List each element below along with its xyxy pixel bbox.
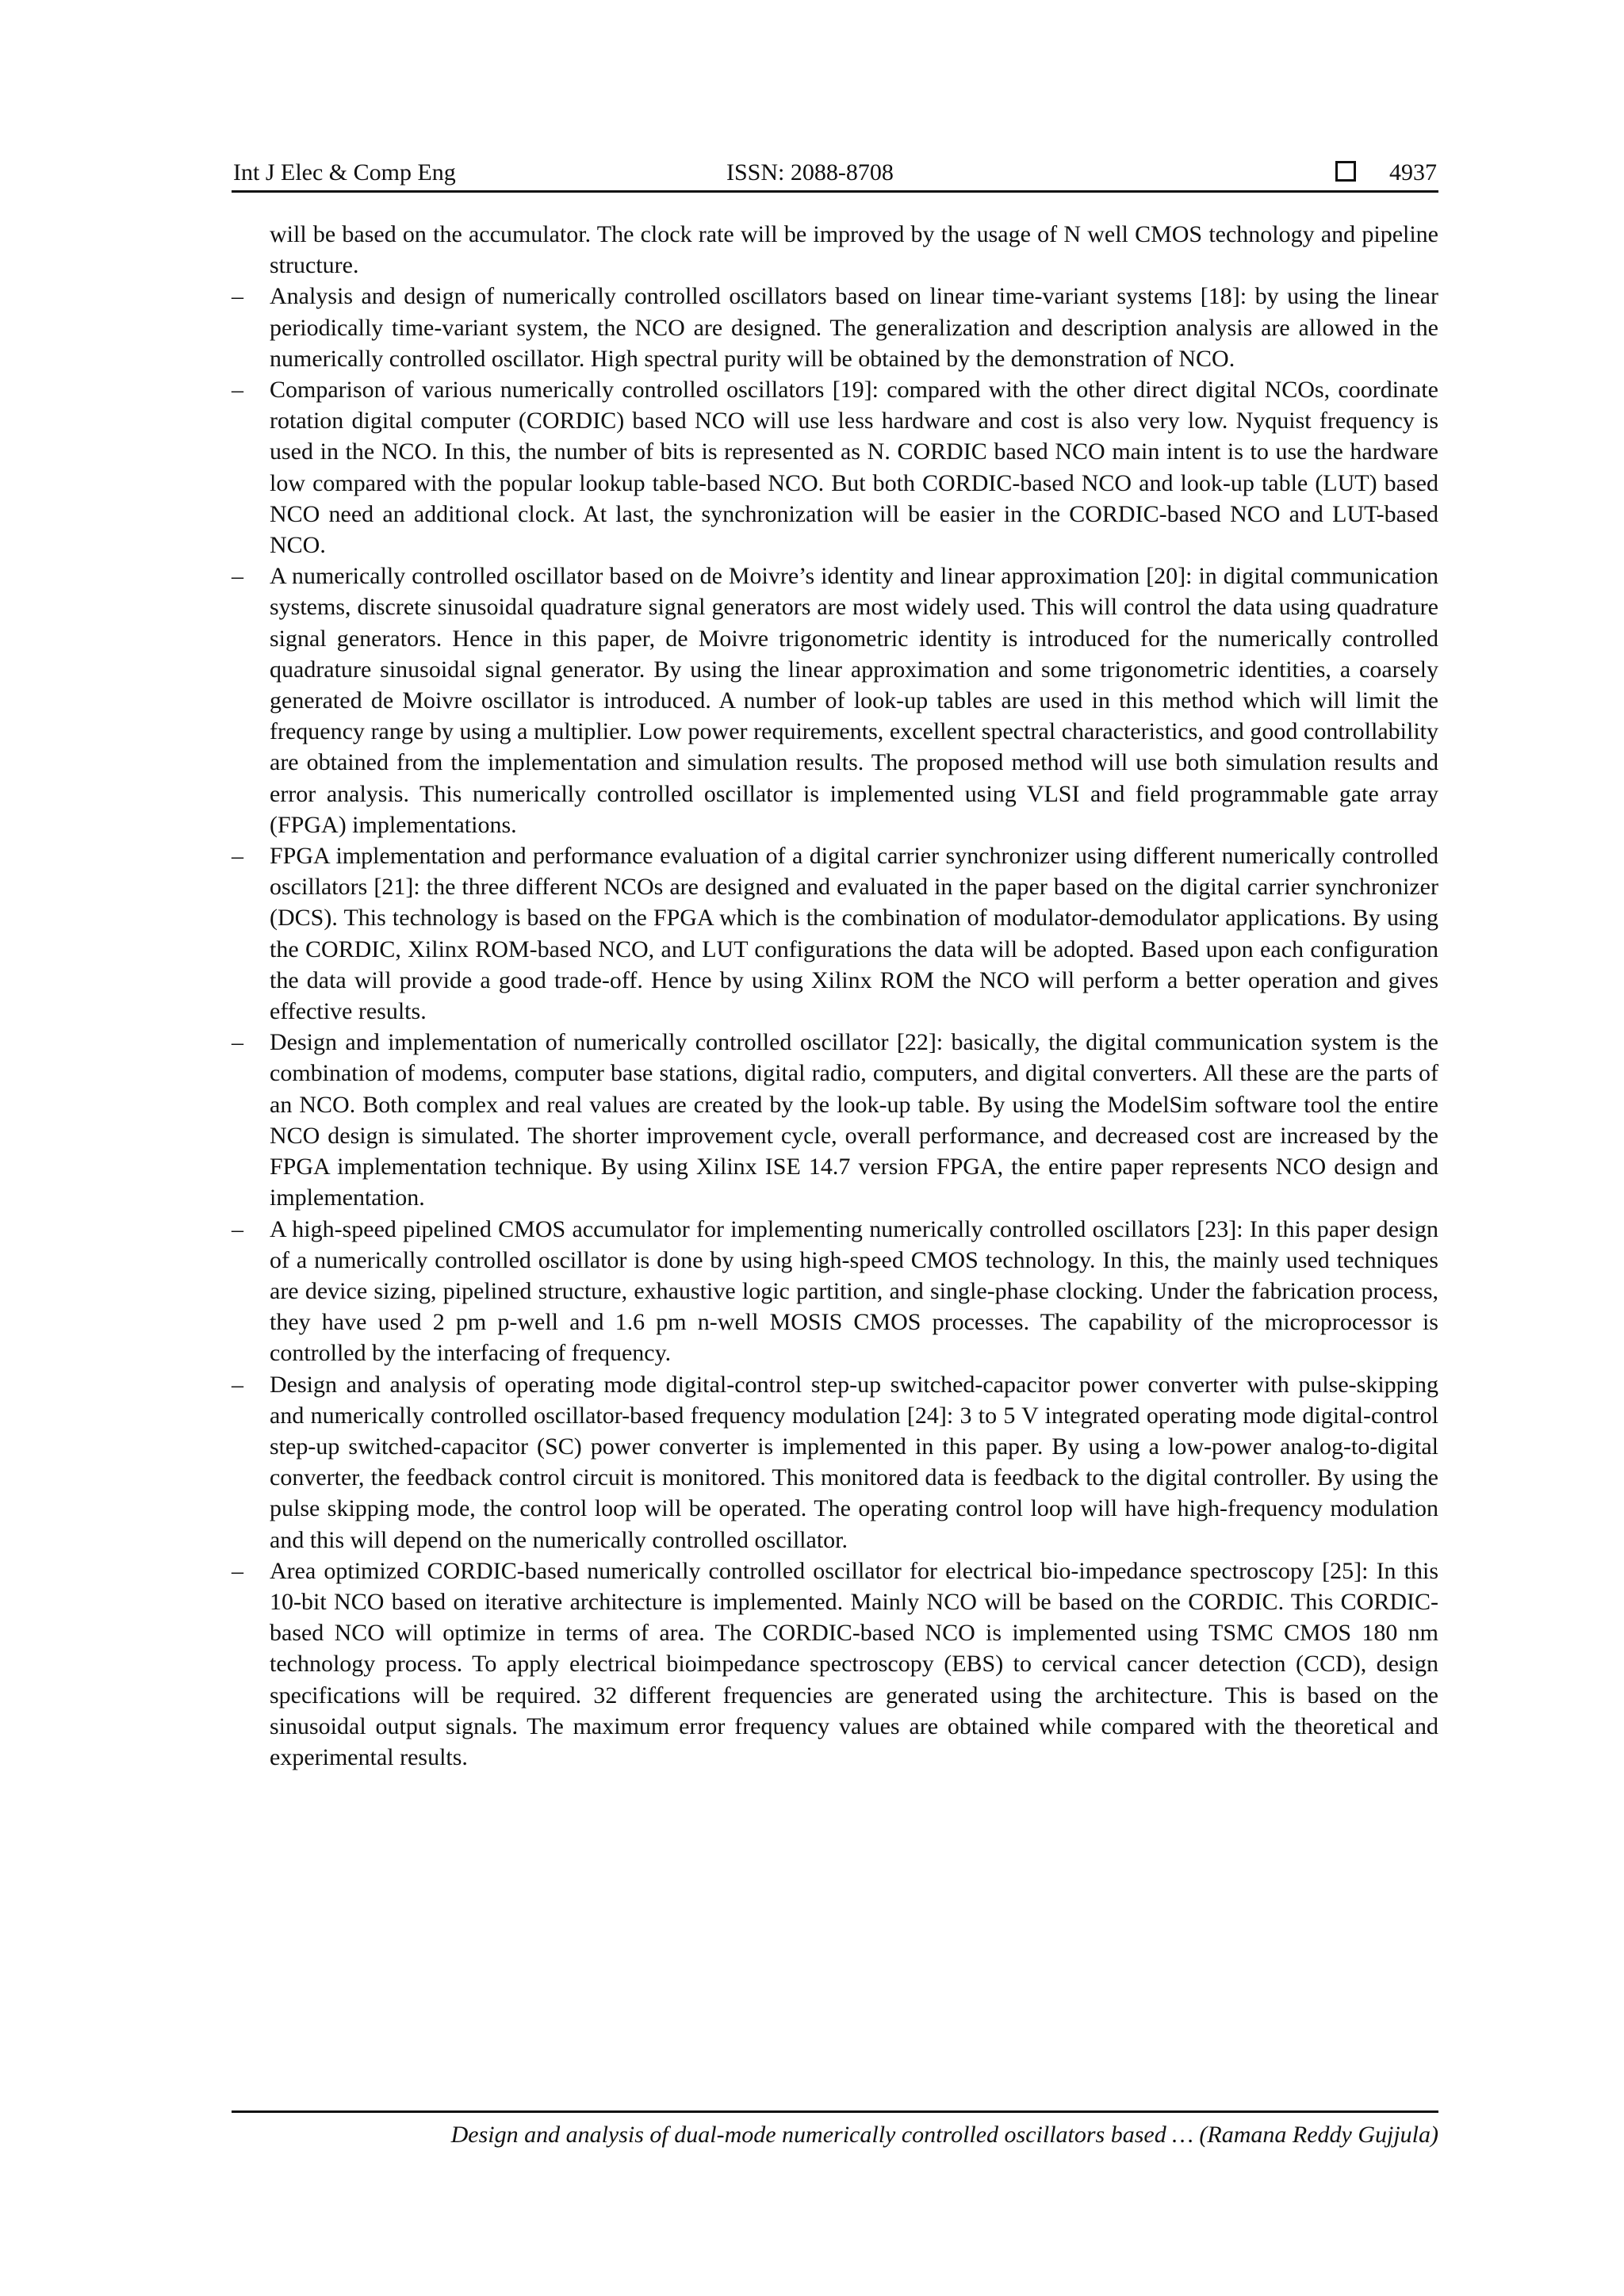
dash-bullet: – (232, 1029, 243, 1056)
journal-name: Int J Elec & Comp Eng (233, 159, 456, 186)
dash-bullet: – (232, 283, 243, 310)
dash-bullet: – (232, 377, 243, 404)
list-item-text: Design and analysis of operating mode digital-control step-up switched-capacitor power converter with pulse-skipping and numerically controlled oscillator-based frequency modulation [24]: 3 to 5 V integrated operating mode digital-control step-up switched-capacitor (SC) power converter is implemented in this paper. By using a low-power analog-to-digital converter, the feedback control circuit is monitored. This monitored data is feedback to the digital controller. By using the pulse skipping mode, the control loop will be operated. The operating control loop will have high-frequency modulation and this will depend on the numerically controlled oscillator. (270, 1371, 1438, 1553)
dash-bullet: – (232, 1557, 243, 1584)
dash-bullet: – (232, 843, 243, 870)
dash-bullet: – (232, 1371, 243, 1398)
page-number-group (1335, 155, 1437, 190)
page-number: 4937 (1389, 159, 1437, 186)
list-item (232, 1556, 1438, 1773)
page-footer (232, 2110, 1438, 2152)
continuation-paragraph: will be based on the accumulator. The clock rate will be improved by the usage of N well CMOS technology and pipeline structure. (270, 221, 1438, 279)
list-item-text: Comparison of various numerically controlled oscillators [19]: compared with the other direct digital NCOs, coordinate rotation digital computer (CORDIC) based NCO will use less hardware and cost is also very low. Nyquist frequency is used in the NCO. In this, the number of bits is represented as N. CORDIC based NCO main intent is to use the hardware low compared with the popular lookup table-based NCO. But both CORDIC-based NCO and look-up table (LUT) based NCO need an additional clock. At last, the synchronization will be easier in the CORDIC-based NCO and LUT-based NCO. (270, 377, 1438, 559)
body-text (232, 219, 1438, 1773)
reference-list (232, 281, 1438, 1773)
dash-bullet: – (232, 1215, 243, 1242)
square-bullet-icon (1335, 161, 1356, 182)
list-item-text: A numerically controlled oscillator based on de Moivre’s identity and linear approximation [20]: in digital communication systems, discrete sinusoidal quadrature signal generators are most widely used. This will control the data using quadrature signal generators. Hence in this paper, de Moivre trigonometric identity is introduced for the numerically controlled quadrature sinusoidal signal generator. By using the linear approximation and some trigonometric identities, a coarsely generated de Moivre oscillator is introduced. A number of look-up tables are used in this method which will limit the frequency range by using a multiplier. Low power requirements, excellent spectral characteristics, and good controllability are obtained from the implementation and simulation results. The proposed method will use both simulation results and error analysis. This numerically controlled oscillator is implemented using VLSI and field programmable gate array (FPGA) implementations. (270, 563, 1438, 838)
list-item (232, 374, 1438, 561)
list-item-text: A high-speed pipelined CMOS accumulator for implementing numerically controlled oscillators [23]: In this paper design of a numerically controlled oscillator is done by using high-speed CMOS technology. In this, the mainly used techniques are device sizing, pipelined structure, exhaustive logic partition, and single-phase clocking. Under the fabrication process, they have used 2 pm p-well and 1.6 pm n-well MOSIS CMOS processes. The capability of the microprocessor is controlled by the interfacing of frequency. (270, 1215, 1438, 1367)
list-item (232, 840, 1438, 1027)
dash-bullet: – (232, 563, 243, 590)
list-item-text: FPGA implementation and performance evaluation of a digital carrier synchronizer using different numerically controlled oscillators [21]: the three different NCOs are designed and evaluated in the paper based on the digital carrier synchronizer (DCS). This technology is based on the FPGA which is the combination of modulator-demodulator applications. By using the CORDIC, Xilinx ROM-based NCO, and LUT configurations the data will be adopted. Based upon each configuration the data will provide a good trade-off. Hence by using Xilinx ROM the NCO will perform a better operation and gives effective results. (270, 843, 1438, 1025)
list-item-text: Area optimized CORDIC-based numerically controlled oscillator for electrical bio-impedance spectroscopy [25]: In this 10-bit NCO based on iterative architecture is implemented. Mainly NCO will be based on the CORDIC. This CORDIC-based NCO will optimize in terms of area. The CORDIC-based NCO is implemented using TSMC CMOS 180 nm technology process. To apply electrical bioimpedance spectroscopy (EBS) to cervical cancer detection (CCD), design specifications will be required. 32 different frequencies are generated using the architecture. This is based on the sinusoidal output signals. The maximum error frequency values are obtained while compared with the theoretical and experimental results. (270, 1557, 1438, 1770)
list-item (232, 1214, 1438, 1369)
list-item (232, 281, 1438, 374)
list-item (232, 1027, 1438, 1213)
running-title: Design and analysis of dual-mode numerically controlled oscillators based … (Ramana Reddy Gujjula) (450, 2122, 1438, 2148)
page-header (232, 155, 1438, 193)
list-item (232, 561, 1438, 840)
issn: ISSN: 2088-8708 (726, 159, 894, 186)
list-item-text: Design and implementation of numerically controlled oscillator [22]: basically, the digital communication system is the combination of modems, computer base stations, digital radio, computers, and digital converters. All these are the parts of an NCO. Both complex and real values are created by the look-up table. By using the ModelSim software tool the entire NCO design is simulated. The shorter improvement cycle, overall performance, and decreased cost are increased by the FPGA implementation technique. By using Xilinx ISE 14.7 version FPGA, the entire paper represents NCO design and implementation. (270, 1029, 1438, 1211)
list-item (232, 1369, 1438, 1556)
list-item-text: Analysis and design of numerically controlled oscillators based on linear time-variant systems [18]: by using the linear periodically time-variant system, the NCO are designed. The generalization and description analysis are allowed in the numerically controlled oscillator. High spectral purity will be obtained by the demonstration of NCO. (270, 283, 1438, 372)
